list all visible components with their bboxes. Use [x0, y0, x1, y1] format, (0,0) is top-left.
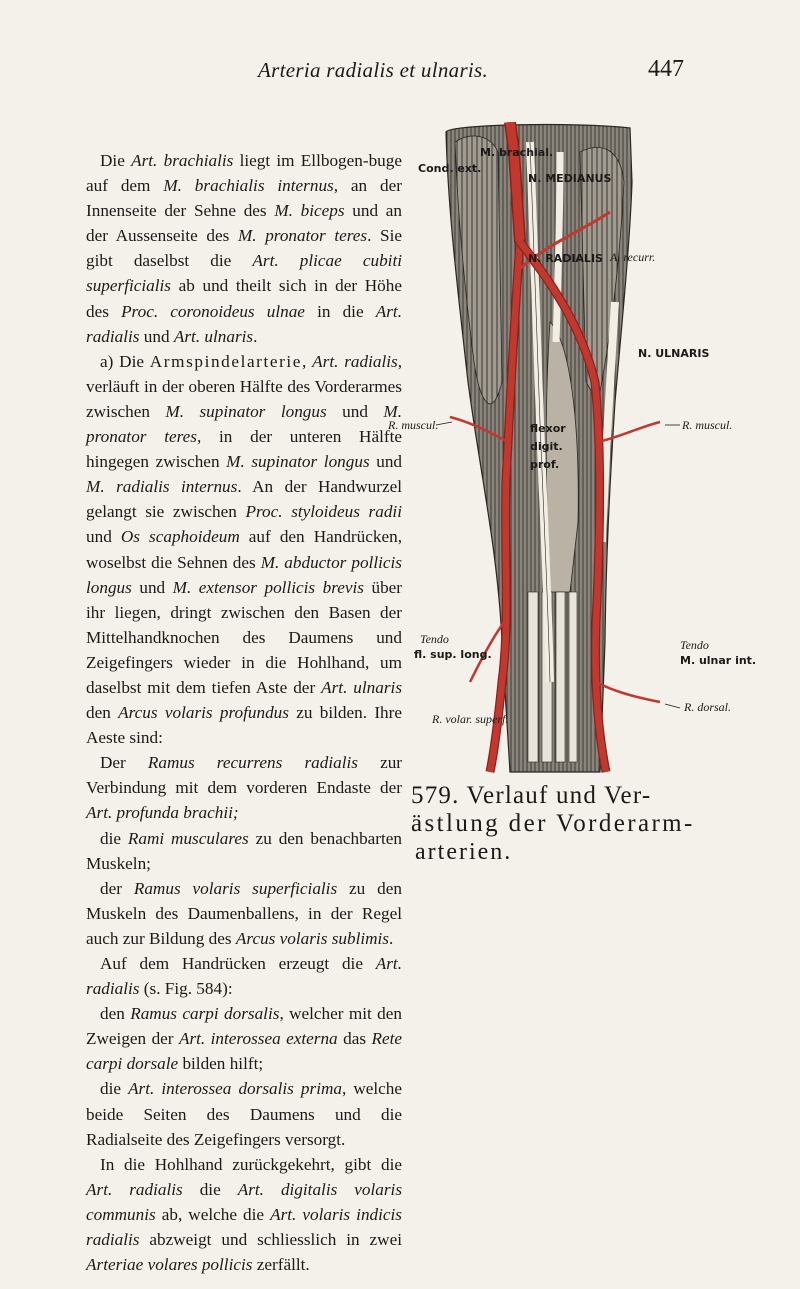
label-tendo-left: Tendo [420, 632, 449, 646]
text-run: bilden hilft; [178, 1054, 264, 1074]
text-run: zur Verbindung mit dem vorderen Endaste der [86, 753, 403, 798]
label-r-volar-superf: R. volar. superf. [432, 712, 509, 726]
text-run: , in der unteren Hälfte hingegen zwischen [86, 427, 402, 472]
caption-line-1: 579. Verlauf und Ver- [411, 782, 652, 809]
paragraph-hohlhand [86, 1152, 402, 1277]
label-flexor: flexor [530, 422, 566, 435]
text-run: der [100, 878, 134, 898]
tendon-3 [556, 592, 565, 762]
text-run: . Sie gibt daselbst die [86, 226, 402, 271]
paragraph-ramus-carpi [86, 1001, 402, 1076]
text-run: ab, welche die [155, 1204, 271, 1224]
italic-term: M. brachialis internus [163, 176, 334, 196]
label-n-medianus: N. MEDIANUS [528, 172, 612, 185]
paragraph-handruecken [86, 951, 402, 1001]
text-run: ab und theilt sich in der Höhe des [86, 276, 402, 321]
italic-term: Art. volaris indicis radialis [86, 1204, 403, 1250]
artery-dorsal [596, 682, 660, 702]
forearm-arteries-illustration [388, 122, 780, 777]
text-run: und [139, 326, 174, 346]
spaced-term: Armspindelarterie [149, 351, 303, 371]
label-a-recurr: A. recurr. [610, 250, 656, 264]
italic-term: Art. radialis [312, 351, 398, 371]
text-run: In die Hohlhand zurückgekehrt, gibt die [100, 1154, 402, 1174]
italic-term: M. abductor pollicis longus [86, 552, 402, 597]
italic-term: Art. radialis [86, 301, 402, 346]
body-text-column [86, 148, 402, 1277]
text-run: in die [304, 301, 376, 321]
text-run: , verläuft in der oberen Hälfte des Vorderarmes zwischen [86, 351, 403, 421]
running-title: Arteria radialis et ulnaris. [258, 58, 489, 82]
paragraph-ramus-volaris [86, 876, 402, 951]
label-digit: digit. [530, 440, 563, 453]
italic-term: Rami musculares [127, 828, 249, 848]
italic-term: M. pronator teres [237, 226, 368, 246]
tendon-1 [528, 592, 538, 762]
text-run: , welche beide Seiten des Daumens und die Radialseite des Zeigefingers versorgt. [86, 1079, 403, 1149]
text-run: abzweigt und schliesslich in zwei [139, 1230, 402, 1250]
italic-term: Art. ulnaris [321, 677, 403, 697]
italic-term: Ramus volaris superficialis [133, 878, 338, 898]
italic-term: Art. radialis [86, 1179, 183, 1199]
text-run: und [86, 527, 121, 547]
label-tendo-right: Tendo [680, 638, 709, 652]
label-prof: prof. [530, 458, 560, 471]
figure-caption [411, 782, 741, 866]
text-run: a) Die [100, 351, 150, 371]
text-run: Die [100, 151, 132, 170]
italic-term: Art. profunda brachii; [86, 803, 239, 823]
caption-line-2: ästlung der Vorderarm- [411, 810, 695, 837]
text-run: . [389, 928, 394, 948]
text-run: , welcher mit den Zweigen der [86, 1004, 402, 1049]
text-run: liegt im Ellbogen-buge auf dem [86, 151, 402, 196]
text-run: Auf dem Handrücken erzeugt die [100, 954, 376, 973]
text-run: zu den Muskeln des Daumenballens, in der Regel auch zur Bildung des [86, 878, 402, 948]
label-r-dorsal: R. dorsal. [684, 700, 732, 714]
italic-term: Arcus volaris profundus [118, 703, 289, 723]
text-run: über ihr liegen, dringt zwischen den Basen der Mittelhandknochen des Daumens und Zeigefingers wieder in die Hohlhand, um daselbst mit dem tiefen Aste der [86, 577, 403, 697]
paragraph-interossea [86, 1076, 402, 1151]
italic-term: Rete carpi dorsale [86, 1029, 402, 1074]
text-run: den [100, 1004, 131, 1024]
paragraph-rami-musculares [86, 826, 402, 876]
italic-term: M. supinator longus [226, 452, 370, 472]
label-m-ulnar-int: M. ulnar int. [680, 654, 757, 667]
text-run: zu bilden. Ihre Aeste sind: [86, 703, 402, 748]
page-header [0, 56, 800, 96]
text-run: (s. Fig. 584): [139, 979, 233, 999]
text-run: auf den Handrücken, woselbst die Sehnen des [86, 527, 402, 572]
label-m-brachial: M. brachial. [480, 146, 554, 159]
text-run: , [302, 351, 313, 371]
caption-line-3: arterien. [415, 839, 513, 865]
paragraph-brachialis [86, 148, 402, 349]
italic-term: Art. ulnaris [173, 326, 254, 346]
italic-term: Proc. styloideus radii [245, 502, 402, 522]
text-run: zu den benachbarten Muskeln; [86, 828, 403, 873]
text-run: und [131, 577, 173, 597]
italic-term: Art. brachialis [131, 151, 234, 170]
text-run: und an der Aussenseite des [86, 201, 402, 246]
italic-term: Arcus volaris sublimis [235, 928, 389, 948]
text-run: den [86, 703, 119, 723]
leader-r-muscul-left [436, 422, 452, 425]
italic-term: Art. interossea dorsalis prima [128, 1079, 342, 1099]
italic-term: Art. radialis [86, 954, 402, 999]
text-run: die [100, 1079, 129, 1099]
text-run: und [326, 401, 384, 421]
text-run: die [100, 828, 128, 848]
paragraph-radialis [86, 349, 402, 751]
label-fl-sup-long: fl. sup. long. [414, 648, 492, 661]
label-r-muscul-right: R. muscul. [682, 418, 733, 432]
label-cond-ext: Cond. ext. [418, 162, 482, 175]
text-run: . [253, 326, 258, 346]
italic-term: Ramus recurrens radialis [147, 753, 358, 773]
text-run: , an der Innenseite der Sehne des [86, 176, 402, 221]
label-n-radialis: N. RADIALIS [528, 252, 603, 265]
page-number: 447 [648, 56, 684, 82]
italic-term: Arteriae volares pollicis [86, 1255, 253, 1275]
text-run: . An der Handwurzel gelangt sie zwischen [86, 477, 402, 522]
italic-term: M. radialis internus [86, 477, 238, 497]
italic-term: Ramus carpi dorsalis [130, 1004, 280, 1024]
text-run: die [182, 1179, 238, 1199]
leader-r-dorsal [665, 704, 680, 708]
italic-term: M. extensor pollicis brevis [172, 577, 364, 597]
italic-term: M. biceps [274, 201, 345, 221]
label-r-muscul-left: R. muscul. [388, 418, 439, 432]
text-run: Der [100, 753, 148, 773]
text-run: zerfällt. [252, 1255, 310, 1275]
italic-term: Art. digitalis volaris communis [86, 1179, 403, 1224]
italic-term: Proc. coronoideus ulnae [121, 301, 305, 321]
text-run: und [369, 452, 403, 472]
anatomical-drawing [410, 122, 780, 777]
italic-term: Art. plicae cubiti superficialis [86, 251, 402, 296]
tendon-4 [569, 592, 577, 762]
italic-term: Art. interossea externa [178, 1029, 338, 1049]
text-run: das [337, 1029, 372, 1049]
italic-term: M. pronator teres [86, 401, 402, 447]
paragraph-ramus-recurrens [86, 750, 402, 825]
italic-term: M. supinator longus [165, 401, 327, 421]
label-n-ulnaris: N. ULNARIS [638, 347, 710, 360]
italic-term: Os scaphoideum [120, 527, 240, 547]
